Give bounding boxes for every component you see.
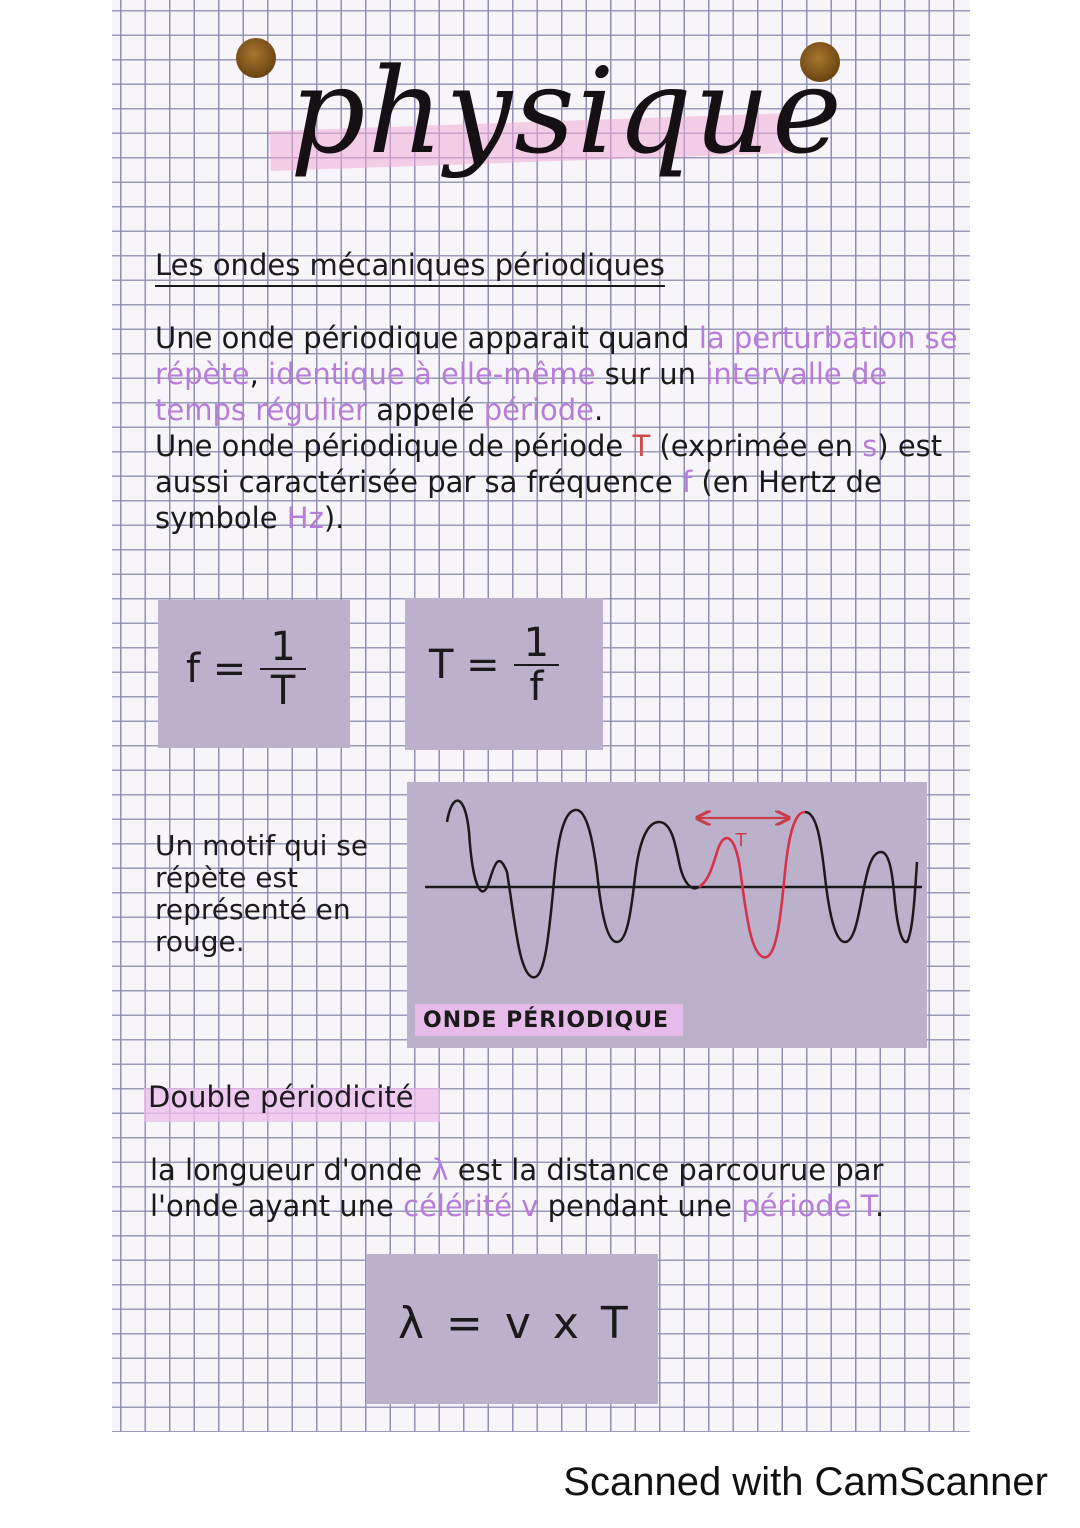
wave-curve-red-period (699, 812, 805, 957)
section-heading-double-block (148, 1080, 414, 1114)
text: ) est aussi caractérisée par sa fréquence (155, 429, 943, 499)
text: (exprimée en (650, 429, 863, 463)
highlight-text: T (632, 429, 651, 463)
text: la longueur d'onde (150, 1153, 432, 1187)
numerator: 1 (260, 626, 305, 670)
text: ). (323, 501, 345, 535)
fraction (514, 622, 559, 708)
text: sur un (595, 357, 706, 391)
paragraph-wavelength (150, 1152, 950, 1224)
formula-box-frequency (158, 600, 350, 748)
section-heading-double: Double périodicité (148, 1080, 414, 1114)
formula-wavelength: λ = v x T (398, 1298, 632, 1349)
wave-caption: ONDE PÉRIODIQUE (423, 1008, 670, 1033)
highlight-text: intervalle de temps régulier (155, 357, 888, 427)
text: , (249, 357, 269, 391)
scanner-watermark: Scanned with CamScanner (563, 1460, 1048, 1504)
page-title-block (250, 42, 844, 240)
highlight-text: λ (431, 1153, 449, 1187)
highlight-text: identique à elle-même (268, 357, 596, 391)
formula-box-period (405, 598, 603, 750)
numerator: 1 (514, 622, 559, 666)
section-heading-waves: Les ondes mécaniques périodiques (155, 248, 665, 287)
text: est la distance parcourue par l'onde ayant une (150, 1153, 884, 1223)
highlight-text: célérité v (403, 1189, 539, 1223)
highlight-text: période (483, 393, 594, 427)
text: pendant une (538, 1189, 742, 1223)
highlight-text: Hz (286, 501, 324, 535)
denominator: T (270, 668, 296, 714)
denominator: f (529, 664, 544, 710)
highlight-text: période T (741, 1189, 875, 1223)
formula-lhs: T = (429, 642, 500, 688)
period-label: T (735, 830, 747, 851)
fraction (260, 626, 305, 712)
highlight-text: s (862, 429, 878, 463)
formula-box-wavelength (366, 1254, 658, 1404)
highlight-text: la perturbation se répète (155, 321, 958, 391)
wave-curve-black-start (447, 801, 699, 978)
formula-lhs: f = (186, 646, 247, 692)
text: . (594, 393, 604, 427)
page-title: physique (290, 42, 844, 180)
text: . (874, 1189, 885, 1223)
formula-frequency (186, 626, 306, 712)
wave-diagram-box (407, 782, 927, 1048)
paragraph-definition (155, 320, 965, 536)
text: Une onde périodique apparait quand (155, 321, 699, 355)
formula-period (429, 622, 559, 708)
text: Une onde périodique de période (155, 429, 633, 463)
highlight-text: f (681, 465, 693, 499)
wave-curve-black-end (805, 812, 917, 942)
text: appelé (367, 393, 484, 427)
text: (en Hertz de symbole (155, 465, 882, 535)
side-note: Un motif qui se répète est représenté en rouge. (155, 829, 369, 958)
